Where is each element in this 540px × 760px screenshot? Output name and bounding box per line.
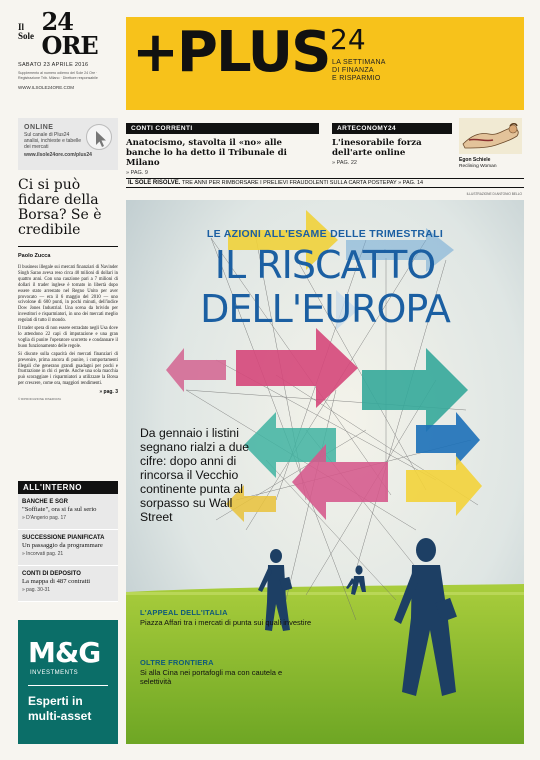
story-section: ARTECONOMY24 — [332, 123, 452, 134]
cover-sub-story-italia[interactable]: L'APPEAL DELL'ITALIA Piazza Affari tra i mercati di punta sui quali investire — [140, 608, 312, 627]
lead-author: Paolo Zucca — [18, 253, 51, 259]
sole-risolve-strip[interactable] — [126, 178, 524, 188]
risolve-page: » PAG. 14 — [398, 180, 424, 186]
story-section: CONTI CORRENTI — [126, 123, 319, 134]
cursor-icon — [86, 124, 112, 150]
risolve-label: IL SOLE RISOLVE. — [128, 180, 181, 186]
story-headline: L'inesorabile forza dell'arte online — [332, 138, 422, 158]
lead-page-ref[interactable]: » pag. 3 — [99, 389, 118, 396]
story-arteconomy[interactable] — [332, 123, 452, 166]
list-item[interactable]: SUCCESSIONE PIANIFICATA Un passaggio da programmare » Incorvati pag. 21 — [18, 530, 118, 566]
cover-title: IL RISCATTO DELL'EUROPA — [200, 243, 450, 331]
risolve-text: TRE ANNI PER RIMBORSARE I PRELIEVI FRAUDOLENTI SULLA CARTA POSTEPAY — [181, 180, 397, 186]
left-column — [18, 118, 118, 401]
mg-logo: M&G — [28, 636, 101, 669]
story-conti-correnti[interactable] — [126, 123, 319, 176]
masthead-fine-print: Supplemento al numero odierno del Sole 24 Ore · Registrazione Trib. Milano · Direttore responsabile — [18, 71, 98, 80]
mg-ad-text: Esperti in multi-asset — [28, 694, 92, 723]
online-text: Sul canale di Plus24 analisi, inchieste e tabelle dei mercati — [24, 132, 81, 150]
illustration-credit: ILLUSTRAZIONE DI ANTONIO BELLO — [466, 192, 522, 196]
online-box[interactable] — [18, 118, 118, 170]
cover-deck: Da gennaio i listini segnano rialzi a due cifre: dopo anni di rincorsa il Vecchio continente punta al sorpasso su Wall Street — [140, 426, 250, 524]
list-item[interactable]: BANCHE E SGR "Soffiate", ora si fa sul serio » D'Angerio pag. 17 — [18, 494, 118, 530]
cover-sub-story-frontiera[interactable]: OLTRE FRONTIERA Si alla Cina nei portafogli ma con cautela e selettività — [140, 658, 283, 686]
cover-illustration[interactable] — [126, 200, 524, 744]
story-page: » PAG. 9 — [126, 170, 148, 176]
copyright-note: © RIPRODUZIONE RISERVATA — [18, 397, 62, 402]
divider — [28, 685, 108, 686]
list-item[interactable]: CONTI DI DEPOSITO La mappa di 487 contratti » pag. 30-31 — [18, 566, 118, 602]
lead-body: Il business illegale sui mercati finanziari di Navinder Singh Sarao aveva reso circa 40 milioni di dollari in quattro anni. Con una cauzione pari a 7 milioni di dollari il trader inglese è tornato in libertà dopo essere stato arrestato nel Regno Unito per aver provocato — era il 6 maggio del 2010 — uno scivolone di 600 punti, in pochi minuti, dell'indice Dow Jones Industrial. Una scena da brivido per investitori e risparmiatori, in uno dei mercati meglio regolati di tutto il mondo. Il trader spera di non essere estradato negli Usa dove lo attendono 22 capi di imputazione e una gran voglia di punire l'operatore scorretto e condannare il buon funzionamento delle regole. Si discute sulla capacità dei mercati finanziari di prevenire, prima ancora di punire, i comportamenti illegali che generano grandi guadagni per pochi e frustrazione in chi ci perde. Anche una sola macchia può scoraggiare i risparmiatori a utilizzare la Borsa per crescere, come ora, maggiori rendimenti. — [18, 265, 118, 387]
all-interno-title: ALL'INTERNO — [18, 481, 118, 494]
reclining-woman-image[interactable] — [459, 118, 522, 154]
story-headline: Anatocismo, stavolta il «no» alle banche lo ha detto il Tribunale di Milano — [126, 138, 287, 168]
plus24-banner — [126, 17, 524, 110]
story-page: » PAG. 22 — [332, 160, 357, 166]
lead-headline[interactable]: Ci si può fidare della Borsa? Se è credibile — [18, 177, 102, 238]
mg-sub: INVESTMENTS — [30, 670, 79, 676]
egon-caption: Egon Schiele Reclining Woman — [459, 157, 497, 169]
plus-logo: +PLUS — [132, 20, 330, 85]
online-url[interactable]: www.ilsole24ore.com/plus24 — [24, 152, 92, 158]
mg-investments-ad[interactable] — [18, 620, 118, 744]
logo-big: 24 ORE — [41, 7, 98, 60]
cover-kicker: LE AZIONI ALL'ESAME DELLE TRIMESTRALI — [206, 228, 444, 240]
logo-small: Il Sole — [18, 22, 35, 41]
online-title: ONLINE — [24, 124, 54, 131]
plus-tagline: LA SETTIMANA DI FINANZA E RISPARMIO — [332, 59, 386, 82]
divider — [18, 246, 118, 247]
plus-number: 24 — [330, 23, 366, 56]
all-interno-box — [18, 481, 118, 602]
masthead-url[interactable]: WWW.ILSOLE24ORE.COM — [18, 85, 75, 90]
sole-24-ore-logo[interactable] — [18, 7, 118, 60]
masthead — [18, 7, 118, 90]
issue-date: SABATO 23 APRILE 2016 — [18, 62, 89, 68]
